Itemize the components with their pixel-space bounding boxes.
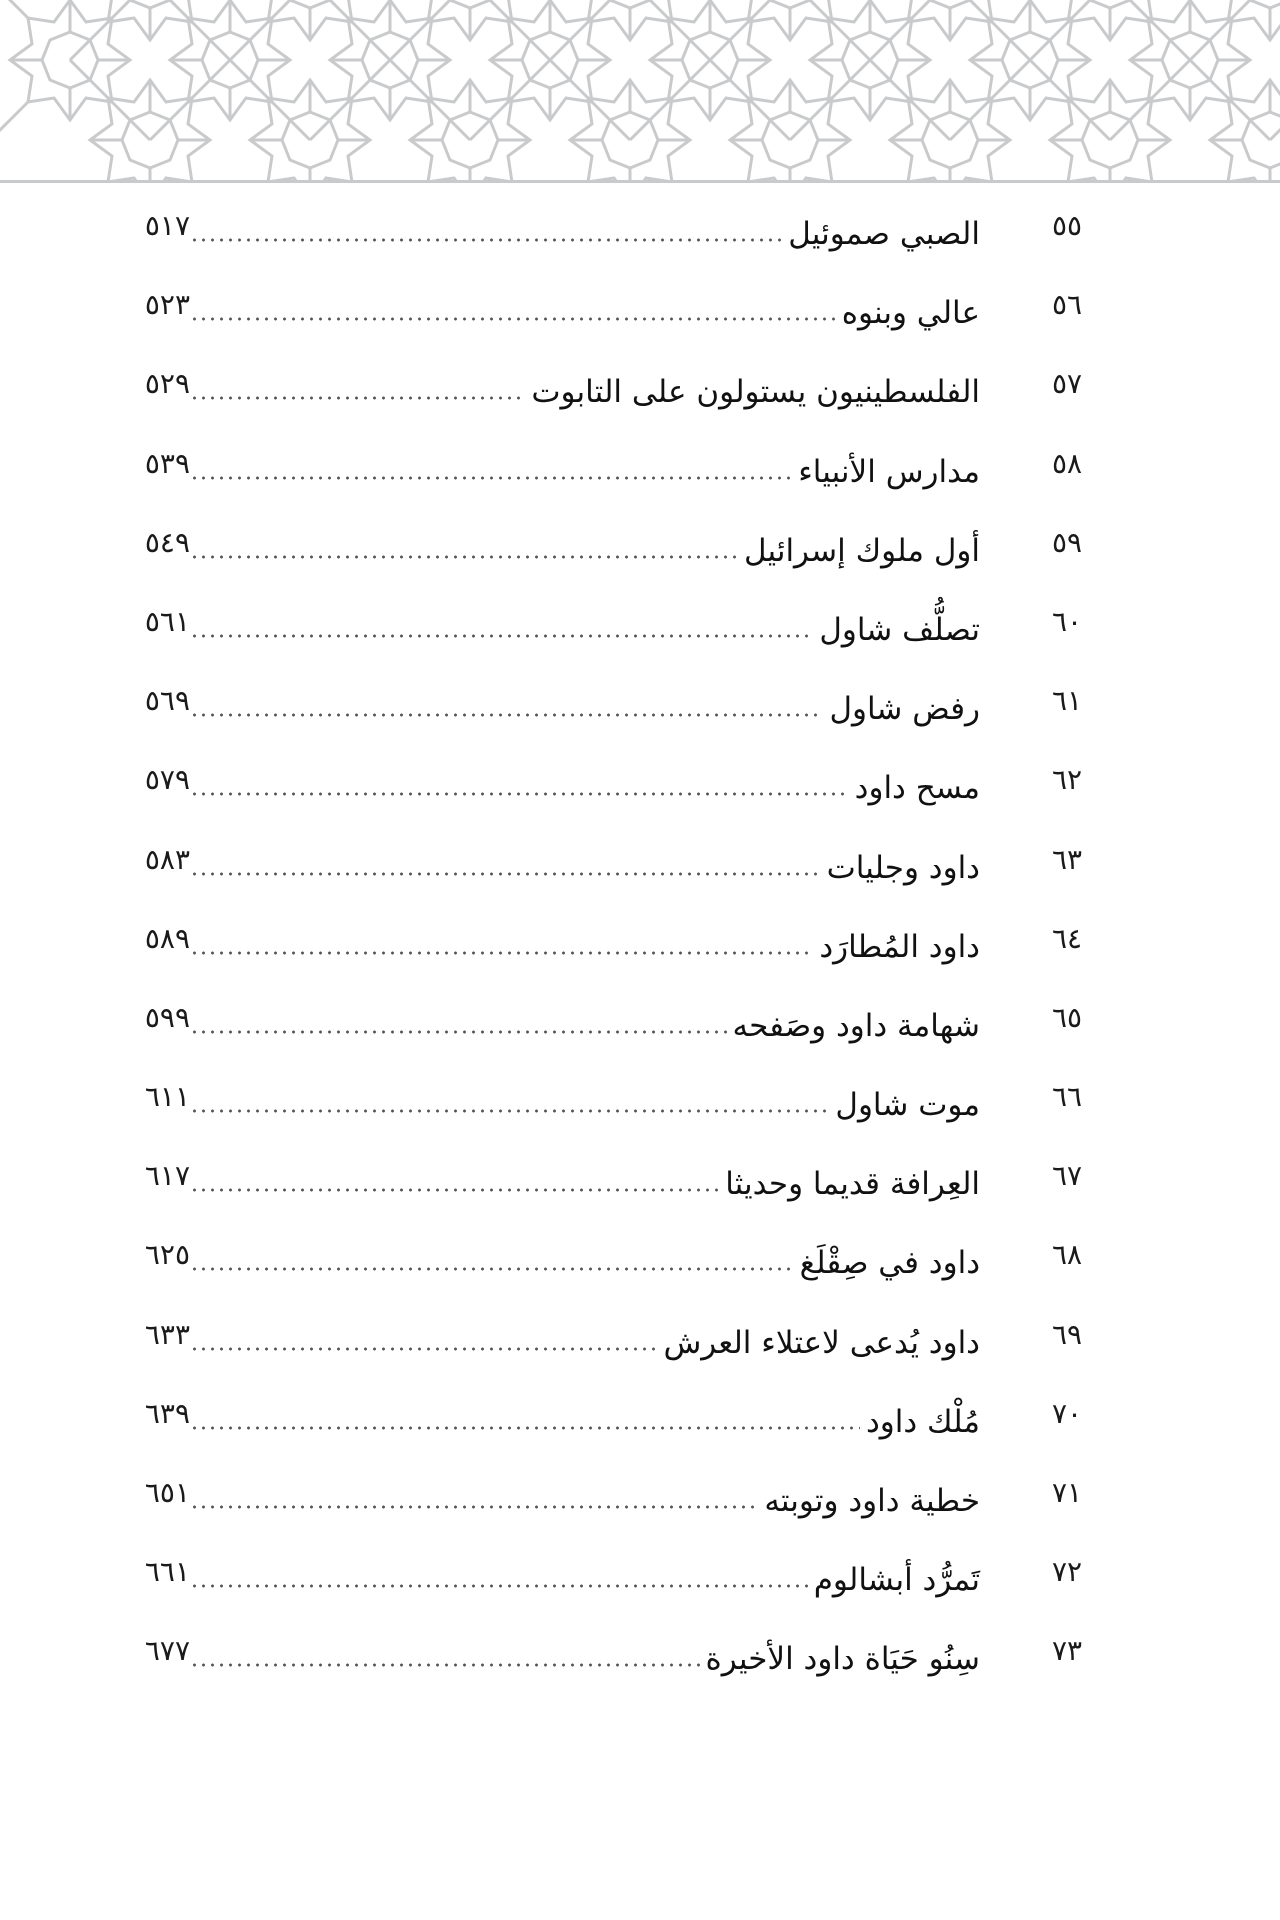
dot-leader xyxy=(190,474,792,482)
title-leader-line xyxy=(190,523,980,571)
title-leader-line xyxy=(190,760,980,808)
page-number: ٥٦٩ xyxy=(144,684,190,718)
page-number: ٦٣٣ xyxy=(144,1317,190,1351)
title-leader-line xyxy=(190,1235,980,1283)
star-motif xyxy=(1190,0,1280,60)
star-motif xyxy=(1190,60,1280,180)
page-number: ٦٧٧ xyxy=(144,1634,190,1668)
chapter-title: داود يُدعى لاعتلاء العرش xyxy=(663,1324,980,1361)
star-motif xyxy=(0,0,150,140)
toc-entry xyxy=(0,267,1280,346)
chapter-number: ٦٨ xyxy=(1051,1238,1083,1272)
toc-entry xyxy=(0,346,1280,425)
toc-entry xyxy=(0,1613,1280,1692)
title-leader-line xyxy=(190,1315,980,1363)
chapter-number: ٥٨ xyxy=(1051,446,1083,480)
dot-leader xyxy=(190,1582,808,1590)
star-motif xyxy=(230,60,390,180)
dot-leader xyxy=(190,632,813,640)
toc-entry xyxy=(0,1059,1280,1138)
chapter-number: ٧١ xyxy=(1051,1476,1083,1509)
chapter-title: تَمرُّد أبشالوم xyxy=(813,1562,980,1599)
title-leader-line xyxy=(190,840,980,888)
star-motif xyxy=(1110,0,1270,140)
dot-leader xyxy=(190,870,821,878)
star-motif xyxy=(790,0,950,140)
chapter-number: ٦٧ xyxy=(1051,1159,1083,1193)
toc-entry xyxy=(0,742,1280,821)
chapter-title: شهامة داود وصَفحه xyxy=(732,1007,980,1044)
chapter-title: مدارس الأنبياء xyxy=(798,453,980,490)
title-leader-line xyxy=(190,444,980,492)
chapter-title: العِرافة قديما وحديثا xyxy=(725,1166,980,1203)
star-motif xyxy=(630,0,790,140)
star-motif xyxy=(390,60,550,180)
page-number: ٦١٧ xyxy=(144,1159,190,1193)
chapter-number: ٧٠ xyxy=(1051,1396,1083,1430)
dot-leader xyxy=(190,1028,727,1036)
dot-leader xyxy=(190,315,836,323)
page-number: ٦٢٥ xyxy=(144,1238,190,1272)
title-leader-line xyxy=(190,998,980,1046)
dot-leader xyxy=(190,394,525,402)
title-leader-line xyxy=(190,1077,980,1125)
chapter-title: موت شاول xyxy=(835,1087,980,1124)
toc-entry xyxy=(0,1455,1280,1534)
toc-entry xyxy=(0,980,1280,1059)
dot-leader xyxy=(190,949,813,957)
toc-entry xyxy=(0,663,1280,742)
chapter-number: ٧٢ xyxy=(1051,1555,1083,1589)
chapter-number: ٧٣ xyxy=(1051,1634,1083,1668)
chapter-title: سِنُو حَيَاة داود الأخيرة xyxy=(705,1641,980,1678)
chapter-title: داود وجليات xyxy=(826,849,980,886)
dot-leader xyxy=(190,1424,860,1432)
title-leader-line xyxy=(190,1631,980,1679)
chapter-number: ٥٩ xyxy=(1051,525,1083,559)
chapter-number: ٥٦ xyxy=(1051,288,1083,322)
toc-entry xyxy=(0,505,1280,584)
chapter-number: ٦٥ xyxy=(1051,1000,1083,1034)
page-number: ٥١٧ xyxy=(144,209,190,242)
star-motif xyxy=(1030,60,1190,180)
chapter-number: ٦٦ xyxy=(1051,1080,1083,1114)
title-leader-line xyxy=(190,364,980,412)
toc-entry xyxy=(0,1534,1280,1613)
dot-leader xyxy=(190,553,738,561)
title-leader-line xyxy=(190,206,980,254)
page-number: ٥٢٩ xyxy=(144,367,190,401)
dot-leader xyxy=(190,1107,829,1115)
title-leader-line xyxy=(190,1552,980,1600)
dot-leader xyxy=(190,1186,719,1194)
chapter-number: ٦٤ xyxy=(1051,921,1083,955)
title-leader-line xyxy=(190,285,980,333)
page-number: ٦٦١ xyxy=(144,1555,190,1589)
page-number: ٥٩٩ xyxy=(144,1000,190,1034)
chapter-number: ٦٣ xyxy=(1051,842,1083,876)
chapter-title: مُلْك داود xyxy=(865,1403,980,1440)
star-motif xyxy=(870,60,1030,180)
header-pattern-band xyxy=(0,0,1280,183)
chapter-number: ٦٩ xyxy=(1051,1317,1083,1351)
toc-entry xyxy=(0,822,1280,901)
dot-leader xyxy=(190,1661,700,1669)
dot-leader xyxy=(190,1503,758,1511)
toc-entry xyxy=(0,1376,1280,1455)
toc-entry xyxy=(0,426,1280,505)
page-number: ٥٨٩ xyxy=(144,921,190,955)
page-number: ٥٣٩ xyxy=(144,446,190,480)
star-motif xyxy=(150,0,310,140)
toc-entry xyxy=(0,188,1280,267)
toc-entry xyxy=(0,1297,1280,1376)
star-motif xyxy=(310,0,470,140)
page-number: ٥٨٣ xyxy=(144,842,190,876)
chapter-title: تصلُّف شاول xyxy=(819,611,980,648)
chapter-title: داود في صِقْلَغ xyxy=(799,1245,980,1282)
page-number: ٥٧٩ xyxy=(144,763,190,797)
page-number: ٥٤٩ xyxy=(144,525,190,559)
star-motif xyxy=(950,0,1110,140)
chapter-title: الصبي صموئيل xyxy=(788,216,980,252)
chapter-title: مسح داود xyxy=(854,770,980,807)
page-number: ٦١١ xyxy=(144,1080,190,1114)
geometric-star-pattern xyxy=(0,0,1280,180)
table-of-contents xyxy=(0,188,1280,1693)
toc-entry xyxy=(0,1138,1280,1217)
page-number: ٦٣٩ xyxy=(144,1396,190,1430)
title-leader-line xyxy=(190,1473,980,1521)
chapter-title: خطية داود وتوبته xyxy=(764,1483,980,1519)
dot-leader xyxy=(190,1345,657,1353)
title-leader-line xyxy=(190,1394,980,1442)
chapter-title: عالي وبنوه xyxy=(841,295,980,332)
title-leader-line xyxy=(190,602,980,650)
star-motif xyxy=(470,0,630,140)
chapter-number: ٥٥ xyxy=(1051,209,1083,242)
dot-leader xyxy=(190,1265,794,1273)
dot-leader xyxy=(190,236,782,244)
chapter-title: أول ملوك إسرائيل xyxy=(743,532,980,569)
chapter-number: ٥٧ xyxy=(1051,367,1083,401)
chapter-number: ٦١ xyxy=(1051,684,1083,718)
title-leader-line xyxy=(190,1156,980,1204)
chapter-number: ٦٠ xyxy=(1051,604,1083,638)
star-motif xyxy=(70,60,230,180)
title-leader-line xyxy=(190,681,980,729)
chapter-title: داود المُطارَد xyxy=(819,928,980,965)
page-number: ٥٦١ xyxy=(144,604,190,638)
chapter-title: رفض شاول xyxy=(829,691,980,728)
chapter-number: ٦٢ xyxy=(1051,763,1083,797)
page-number: ٦٥١ xyxy=(144,1476,190,1509)
toc-entry xyxy=(0,901,1280,980)
page-number: ٥٢٣ xyxy=(144,288,190,322)
star-motif xyxy=(550,60,710,180)
chapter-title: الفلسطينيون يستولون على التابوت xyxy=(531,374,980,411)
dot-leader xyxy=(190,790,849,798)
dot-leader xyxy=(190,711,823,719)
star-motif xyxy=(710,60,870,180)
toc-entry xyxy=(0,584,1280,663)
toc-entry xyxy=(0,1217,1280,1296)
title-leader-line xyxy=(190,919,980,967)
